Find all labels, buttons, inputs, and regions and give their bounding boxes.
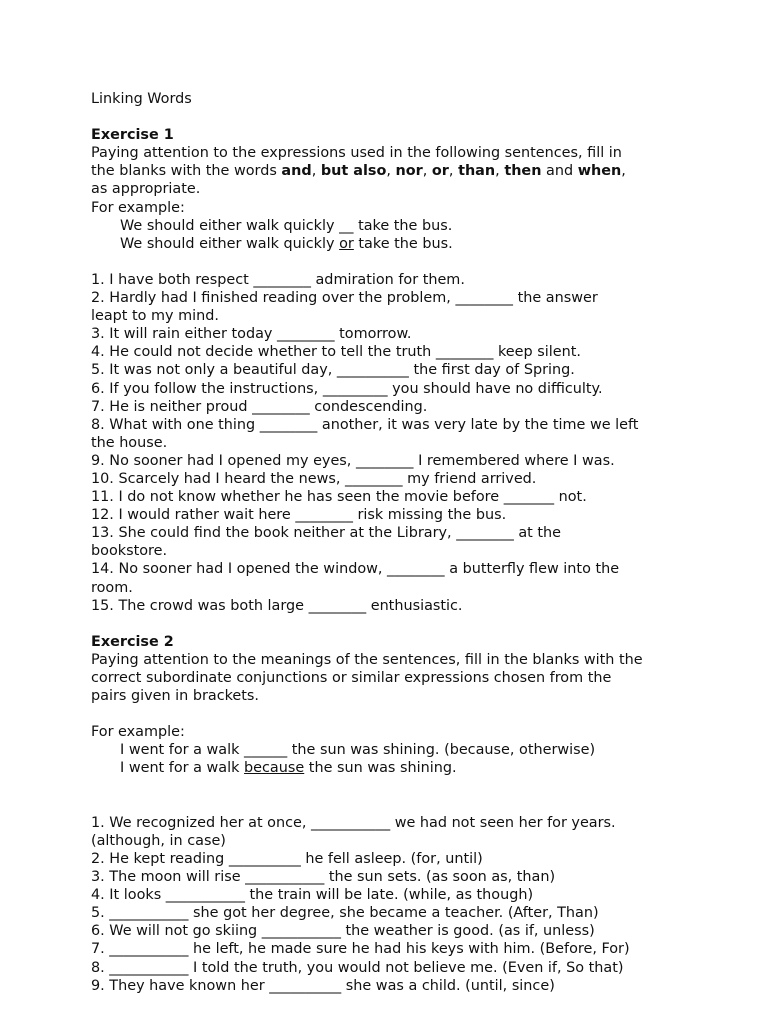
word-option: then: [504, 163, 542, 180]
example-answer-word: or: [339, 235, 354, 252]
exercise-item: 6. We will not go skiing ___________ the weather is good. (as if, unless): [91, 923, 595, 940]
exercise-item: 3. The moon will rise ___________ the sun sets. (as soon as, than): [91, 869, 556, 886]
example-label: For example:: [91, 724, 185, 741]
example-answer: I went for a walk because the sun was shining.: [120, 760, 457, 777]
exercise-item: 7. He is neither proud ________ condescending.: [91, 398, 428, 415]
exercise-item: 2. Hardly had I finished reading over the problem, ________ the answer: [91, 290, 598, 307]
exercise-item: 3. It will rain either today ________ tomorrow.: [91, 326, 412, 343]
instruction-line: Paying attention to the meanings of the sentences, fill in the blanks with the: [91, 651, 643, 668]
exercise-item: 8. ___________ I told the truth, you would not believe me. (Even if, So that): [91, 959, 624, 976]
exercise-item: 12. I would rather wait here ________ risk missing the bus.: [91, 507, 507, 524]
exercise-item: 4. It looks ___________ the train will be late. (while, as though): [91, 887, 534, 904]
worksheet-content: [91, 90, 691, 995]
word-option: or: [431, 163, 449, 180]
exercise-2-instructions: [91, 651, 691, 705]
word-option: nor: [395, 163, 423, 180]
exercise-item: 5. ___________ she got her degree, she became a teacher. (After, Than): [91, 905, 599, 922]
instruction-line: the blanks with the words and, but also, nor, or, than, then and when,: [91, 163, 626, 180]
exercise-item: 8. What with one thing ________ another, it was very late by the time we left: [91, 416, 639, 433]
word-option: than: [458, 163, 496, 180]
exercise-1-heading: Exercise 1: [91, 127, 174, 144]
word-option: but also: [320, 163, 387, 180]
exercise-item: bookstore.: [91, 543, 168, 560]
example-label: For example:: [91, 199, 185, 216]
exercise-item: 11. I do not know whether he has seen the movie before _______ not.: [91, 489, 587, 506]
exercise-item: 9. They have known her __________ she was a child. (until, since): [91, 977, 555, 994]
example-answer-word: because: [244, 760, 305, 777]
exercise-1-instructions: [91, 144, 691, 198]
exercise-2-heading: Exercise 2: [91, 633, 174, 650]
example-answer: We should either walk quickly or take the bus.: [120, 235, 453, 252]
example-question: We should either walk quickly __ take the bus.: [120, 217, 453, 234]
word-option: when: [577, 163, 622, 180]
instruction-line: Paying attention to the expressions used in the following sentences, fill in: [91, 145, 622, 162]
exercise-item: 10. Scarcely had I heard the news, ________ my friend arrived.: [91, 470, 537, 487]
instruction-line: pairs given in brackets.: [91, 688, 260, 705]
exercise-item: 1. We recognized her at once, ___________ we had not seen her for years.: [91, 814, 616, 831]
document-title: Linking Words: [91, 91, 192, 107]
exercise-item: 9. No sooner had I opened my eyes, ________ I remembered where I was.: [91, 452, 615, 469]
exercise-item: 2. He kept reading __________ he fell asleep. (for, until): [91, 850, 483, 867]
exercise-item: 4. He could not decide whether to tell the truth ________ keep silent.: [91, 344, 581, 361]
exercise-item: the house.: [91, 434, 168, 451]
example-question: I went for a walk ______ the sun was shining. (because, otherwise): [120, 742, 596, 759]
exercise-item: leapt to my mind.: [91, 308, 219, 325]
exercise-item: (although, in case): [91, 832, 226, 849]
exercise-2-items: [91, 814, 691, 995]
exercise-item: 15. The crowd was both large ________ enthusiastic.: [91, 597, 463, 614]
instruction-line: correct subordinate conjunctions or similar expressions chosen from the: [91, 670, 612, 686]
exercise-item: 7. ___________ he left, he made sure he had his keys with him. (Before, For): [91, 941, 630, 958]
exercise-item: room.: [91, 579, 133, 596]
exercise-item: 6. If you follow the instructions, _________ you should have no difficulty.: [91, 380, 603, 397]
exercise-item: 1. I have both respect ________ admiration for them.: [91, 271, 465, 288]
word-option: and: [281, 163, 312, 180]
exercise-item: 5. It was not only a beautiful day, __________ the first day of Spring.: [91, 362, 575, 379]
exercise-item: 14. No sooner had I opened the window, ________ a butterfly flew into the: [91, 561, 620, 578]
instruction-line: as appropriate.: [91, 181, 201, 198]
exercise-1-items: [91, 271, 691, 615]
exercise-item: 13. She could find the book neither at the Library, ________ at the: [91, 525, 561, 542]
